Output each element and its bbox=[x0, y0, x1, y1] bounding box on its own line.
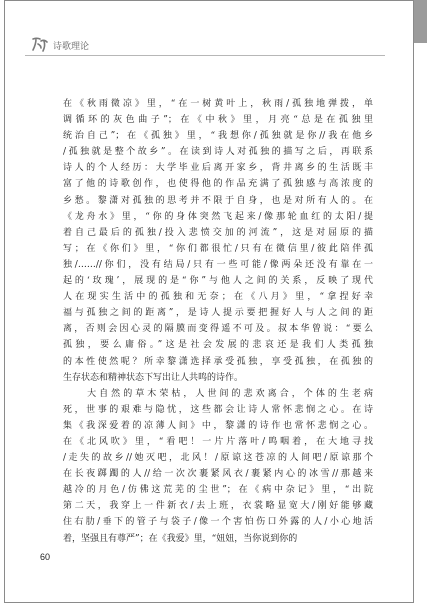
text-line: 死，世事的艰难与隐忧，这些都会让诗人常怀悲悯之心。在诗 bbox=[63, 404, 373, 415]
text-line: 的本性使然呢？所幸黎潇选择承受孤独，享受孤独，在孤独的 bbox=[63, 356, 373, 367]
header-rule bbox=[25, 55, 385, 56]
text-line: 着自己最后的孤独/投入悲愤交加的河流”，这是对屈原的描 bbox=[63, 227, 373, 238]
text-line: 乡愁。黎潇对孤独的思考并不限于自身，也是对所有人的。在 bbox=[63, 195, 373, 206]
text-line: 《龙舟水》里，“你的身体突然飞起来/像那轮血红的太阳/提 bbox=[63, 211, 373, 222]
text-line: 孤独，要么庸俗。”这是社会发展的悲哀还是我们人类孤独 bbox=[63, 340, 373, 351]
text-line: 第二天，我穿上一件新衣/去上班，衣裳略显宽大/刚好能够藏 bbox=[63, 501, 373, 512]
text-line: 人在现实生活中的孤独和无奈；在《八月》里，“拿捏好幸 bbox=[63, 292, 373, 303]
text-line: 统治自己”；在《孤独》里，“我想你/孤独就是你//我在他乡 bbox=[63, 131, 373, 142]
text-line: 诗人的个人经历：大学毕业后离开家乡，背井离乡的生活既丰 bbox=[63, 163, 373, 174]
text-line: /走失的故乡//她灭吧，北风！/原谅这苍凉的人间吧/原谅那个 bbox=[63, 453, 373, 464]
text-line: 离，否则会因心灵的隔膜而变得遥不可及。叔本华曾说：“要么 bbox=[63, 324, 373, 335]
text-line: 调循环的灰色曲子”；在《中秋》里，月亮“总是在孤独里 bbox=[63, 115, 373, 126]
text-line: 住右肋/垂下的管子与袋子/像一个害怕伤口外露的人/小心地活 bbox=[63, 517, 373, 528]
text-line: 在长夜踯躅的人//给一次次裹紧风衣/裹紧内心的冰雪//那越来 bbox=[63, 469, 373, 480]
calligraphy-logo-icon bbox=[30, 35, 50, 53]
text-line: 起的‘玫瑰’，展现的是“你”与他人之间的关系，反映了现代 bbox=[63, 276, 373, 287]
text-line: 独/……//你们，没有结局/只有一些可能/像两朵还没有靠在一 bbox=[63, 259, 373, 270]
text-line: /孤独就是整个故乡”。在读到诗人对孤独的描写之后，再联系 bbox=[63, 147, 373, 158]
text-line: 越冷的月色/仿佛这荒芜的尘世”；在《病中杂记》里，“出院 bbox=[63, 485, 373, 496]
text-line: 福与孤独之间的距离”，是诗人提示要把握好人与人之间的距 bbox=[63, 308, 373, 319]
text-line: 集《我深爱着的凉薄人间》中，黎潇的诗作也常怀悲悯之心。 bbox=[63, 420, 373, 431]
body-text bbox=[63, 96, 373, 547]
text-line: 在《北风吹》里，“看吧！一片片落叶/鸣咽着，在大地寻找 bbox=[63, 436, 373, 447]
page-number: 60 bbox=[40, 552, 51, 562]
text-line: 着，坚强且有尊严”；在《我爱》里，“妞妞，当你说到你的 bbox=[63, 533, 298, 544]
text-line: 大自然的草木荣枯，人世间的悲欢离合，个体的生老病 bbox=[63, 388, 373, 399]
header-title: 诗歌理论 bbox=[53, 41, 90, 51]
text-line: 写；在《你们》里，“你们都很忙/只有在微信里/彼此陪伴孤 bbox=[63, 243, 373, 254]
page-edge-tab bbox=[414, 0, 427, 43]
text-line: 富了他的诗歌创作，也使得他的作品充满了孤独感与高浓度的 bbox=[63, 179, 373, 190]
text-line: 在《秋雨微凉》里，“在一树黄叶上，秋雨/孤独地弹拨，单 bbox=[63, 99, 373, 109]
text-line: 生存状态和精神状态下写出让人共鸣的诗作。 bbox=[63, 372, 244, 383]
